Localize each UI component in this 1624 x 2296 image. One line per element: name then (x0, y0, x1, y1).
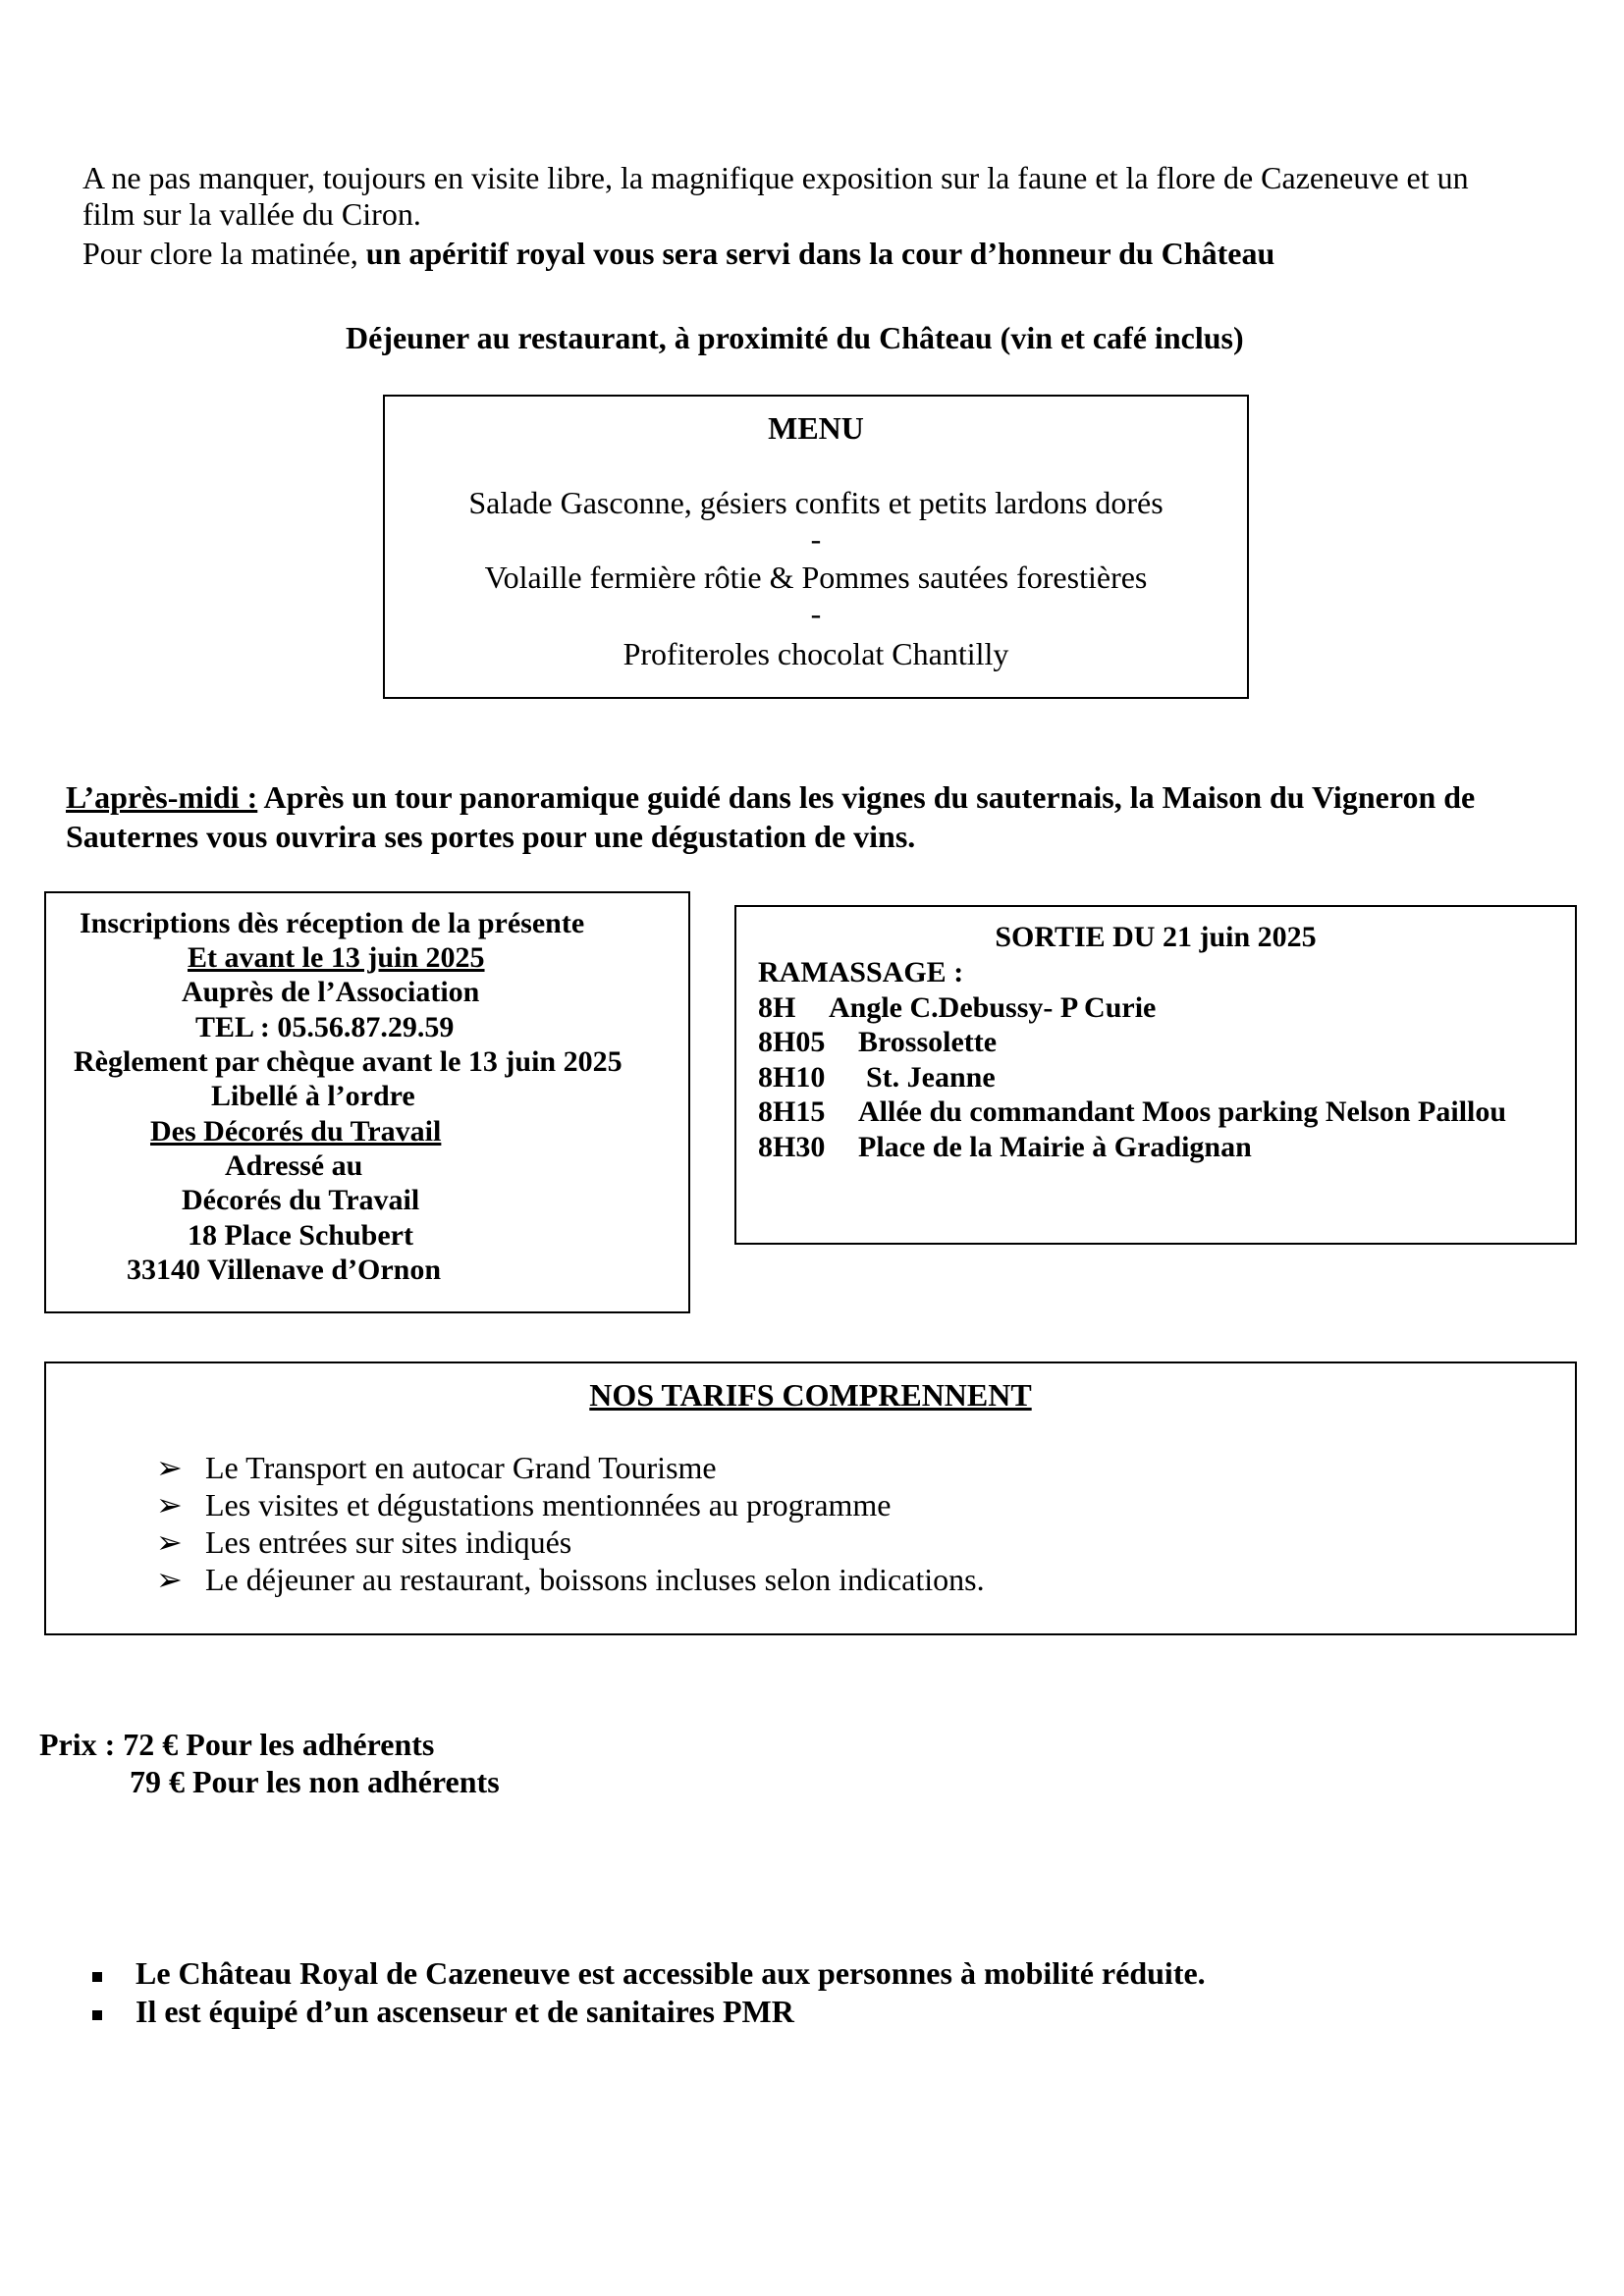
pickup-row (758, 1094, 1506, 1130)
access-item (88, 1994, 794, 2030)
pickup-time: 8H10 (758, 1061, 826, 1094)
inscriptions-box (44, 891, 690, 1313)
menu-item: Volaille fermière rôtie & Pommes sautées forestières (484, 560, 1148, 595)
pickup-place: Allée du commandant Moos parking Nelson Paillou (858, 1095, 1507, 1128)
lunch-heading: Déjeuner au restaurant, à proximité du Château (vin et café inclus) (346, 320, 1244, 355)
pickup-row (758, 1059, 996, 1095)
menu-item: Salade Gasconne, gésiers confits et petits lardons dorés (468, 485, 1164, 520)
tarif-item-text: Les entrées sur sites indiqués (205, 1524, 572, 1560)
intro-line-2: film sur la vallée du Ciron. (82, 196, 421, 232)
pickup-place: Brossolette (858, 1026, 998, 1058)
price-non-members: 79 € Pour les non adhérents (130, 1764, 500, 1799)
pickup-time: 8H (758, 991, 796, 1024)
inscriptions-deadline: Et avant le 13 juin 2025 (188, 941, 485, 974)
tarif-item (156, 1487, 892, 1523)
inscriptions-line: Décorés du Travail (182, 1184, 420, 1216)
menu-separator: - (810, 596, 822, 631)
menu-box (383, 395, 1249, 699)
inscriptions-line: Règlement par chèque avant le 13 juin 2025 (74, 1045, 623, 1078)
arrowhead-bullet-icon: ➢ (156, 1450, 183, 1485)
sortie-title: SORTIE DU 21 juin 2025 (995, 921, 1317, 953)
tarif-item-text: Le déjeuner au restaurant, boissons incluses selon indications. (205, 1562, 985, 1597)
tarif-item (156, 1524, 571, 1561)
pickup-place: Place de la Mairie à Gradignan (858, 1131, 1252, 1163)
pickup-time: 8H05 (758, 1026, 826, 1058)
price-members: Prix : 72 € Pour les adhérents (39, 1727, 435, 1762)
access-item-text: Le Château Royal de Cazeneuve est accessible aux personnes à mobilité réduite. (135, 1955, 1206, 1991)
inscriptions-line: Inscriptions dès réception de la présente (80, 907, 585, 939)
arrowhead-bullet-icon: ➢ (156, 1524, 183, 1560)
access-item (88, 1955, 1206, 1992)
tarif-item (156, 1562, 985, 1598)
pickup-place: Angle C.Debussy- P Curie (829, 991, 1157, 1024)
menu-item: Profiteroles chocolat Chantilly (623, 636, 1009, 671)
menu-separator: - (810, 521, 822, 557)
square-bullet-icon (88, 1955, 135, 1992)
arrowhead-bullet-icon: ➢ (156, 1562, 183, 1597)
intro-line-3-bold: un apéritif royal vous sera servi dans la cour d’honneur du Château (365, 236, 1275, 271)
pickup-place: St. Jeanne (866, 1061, 996, 1094)
inscriptions-phone: TEL : 05.56.87.29.59 (195, 1011, 455, 1043)
inscriptions-line: Libellé à l’ordre (211, 1080, 415, 1112)
afternoon-line-2: Sauternes vous ouvrira ses portes pour une dégustation de vins. (66, 819, 916, 854)
intro-line-3-prefix: Pour clore la matinée, (82, 236, 366, 271)
pickup-time: 8H15 (758, 1095, 826, 1128)
afternoon-text-1: Après un tour panoramique guidé dans les vignes du sauternais, la Maison du Vigneron de (257, 779, 1476, 815)
inscriptions-line: 18 Place Schubert (188, 1219, 413, 1252)
square-bullet-icon (88, 1994, 135, 2030)
intro-line-1: A ne pas manquer, toujours en visite libre, la magnifique exposition sur la faune et la flore de Cazeneuve et un (82, 160, 1469, 195)
tarifs-box (44, 1362, 1577, 1635)
pickup-row (758, 1129, 1252, 1165)
inscriptions-line: Adressé au (225, 1149, 363, 1182)
pickup-row (758, 1024, 997, 1060)
inscriptions-line: Auprès de l’Association (182, 976, 480, 1008)
menu-title: MENU (768, 410, 864, 446)
afternoon-label: L’après-midi : (66, 779, 258, 815)
afternoon-line-1 (66, 779, 1475, 816)
pickup-row (758, 989, 1156, 1026)
pickup-time: 8H30 (758, 1131, 826, 1163)
tarif-item-text: Les visites et dégustations mentionnées au programme (205, 1487, 892, 1522)
arrowhead-bullet-icon: ➢ (156, 1487, 183, 1522)
tarif-item-text: Le Transport en autocar Grand Tourisme (205, 1450, 717, 1485)
intro-line-3 (82, 236, 1274, 272)
inscriptions-payee: Des Décorés du Travail (150, 1115, 442, 1148)
access-item-text: Il est équipé d’un ascenseur et de sanitaires PMR (135, 1994, 794, 2029)
tarifs-title: NOS TARIFS COMPRENNENT (589, 1377, 1032, 1413)
tarif-item (156, 1450, 717, 1486)
sortie-box (734, 905, 1577, 1245)
inscriptions-line: 33140 Villenave d’Ornon (127, 1254, 442, 1286)
ramassage-label: RAMASSAGE : (758, 956, 964, 988)
